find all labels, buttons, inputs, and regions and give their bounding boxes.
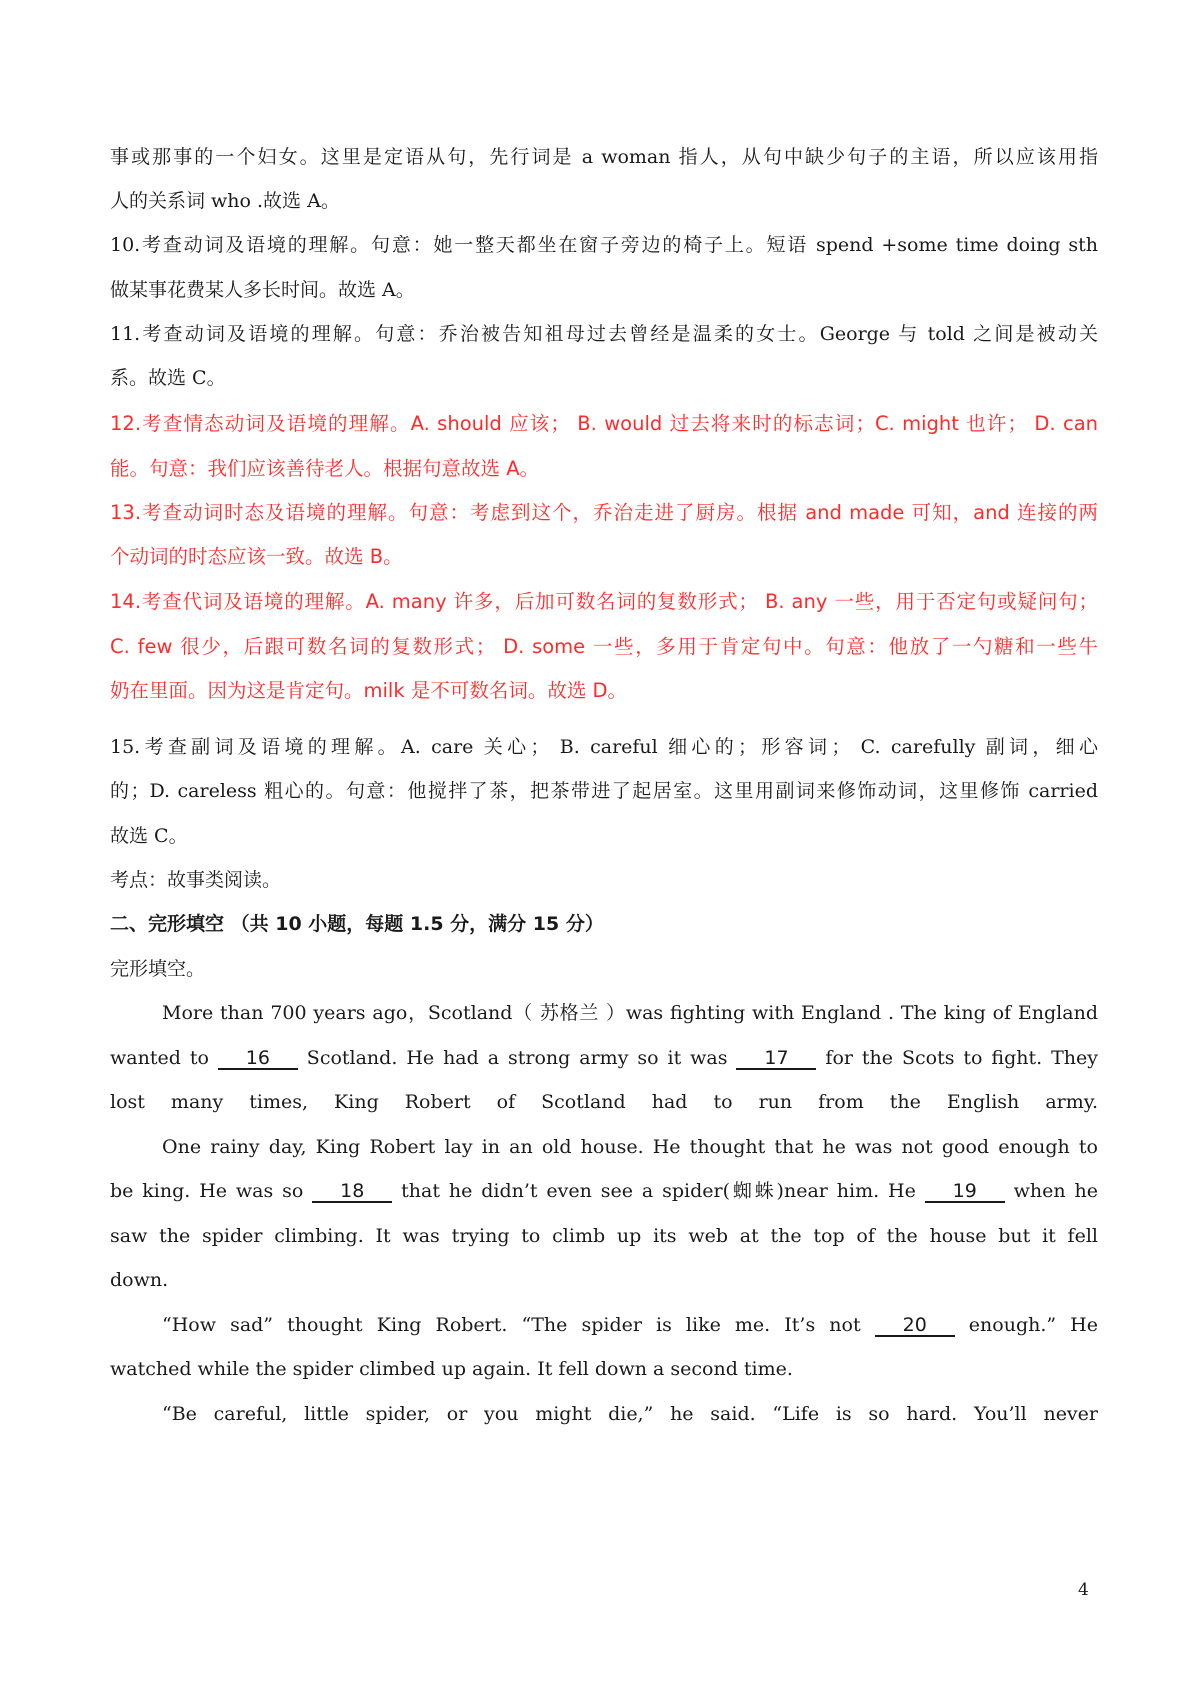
blank-17[interactable]: 17 [736,1048,816,1070]
text-line: 人的关系词 who .故选 A。 [110,190,340,212]
section-heading: 二、完形填空 （共 10 小题，每题 1.5 分，满分 15 分） [110,913,604,935]
blank-20[interactable]: 20 [875,1315,955,1337]
passage-line: “Be careful, little spider, or you might die,” he said. “Life is so hard. You’ll never [162,1403,1098,1425]
passage-line [110,1046,1098,1070]
red-explanation-line: 能。句意：我们应该善待老人。根据句意故选 A。 [110,457,540,480]
text-line: 考点：故事类阅读。 [110,869,282,891]
passage-text: be king. He was so [110,1180,304,1202]
text-line: 的；D. careless 粗心的。句意：他搅拌了茶，把茶带进了起居室。这里用副词来修饰动词，这里修饰 carried [110,780,1098,802]
text-line: 做某事花费某人多长时间。故选 A。 [110,279,415,301]
passage-line: More than 700 years ago，Scotland（ 苏格兰 ）was fighting with England . The king of England [162,1002,1098,1024]
text-line: 系。故选 C。 [110,367,226,389]
section-instruction: 完形填空。 [110,958,206,980]
passage-line: down. [110,1269,169,1291]
passage-line [110,1179,1098,1203]
passage-line: lost many times, King Robert of Scotland had to run from the English army. [110,1091,1098,1113]
red-explanation-line: 12.考查情态动词及语境的理解。A. should 应该； B. would 过去将来时的标志词；C. might 也许； D. can [110,412,1098,435]
passage-text: when he [1013,1180,1098,1202]
page-number: 4 [1078,1580,1089,1600]
passage-text: Scotland. He had a strong army so it was [306,1047,728,1069]
red-explanation-line: 奶在里面。因为这是肯定句。milk 是不可数名词。故选 D。 [110,679,628,702]
red-explanation-line: 个动词的时态应该一致。故选 B。 [110,545,403,568]
passage-text: enough.” He [968,1314,1099,1336]
text-line: 11.考查动词及语境的理解。句意：乔治被告知祖母过去曾经是温柔的女士。George 与 told 之间是被动关 [110,323,1098,345]
passage-text: for the Scots to fight. They [825,1047,1099,1069]
red-explanation-line: C. few 很少，后跟可数名词的复数形式； D. some 一些，多用于肯定句中。句意：他放了一勺糖和一些牛 [110,635,1098,658]
passage-text: wanted to [110,1047,209,1069]
text-line: 15.考查副词及语境的理解。A. care 关心； B. careful 细心的；形容词； C. carefully 副词，细心 [110,736,1098,758]
passage-text: that he didn’t even see a spider(蜘蛛)near him. He [401,1180,925,1202]
passage-text: “How sad” thought King Robert. “The spider is like me. It’s not [162,1314,875,1336]
text-line: 事或那事的一个妇女。这里是定语从句，先行词是 a woman 指人，从句中缺少句子的主语，所以应该用指 [110,146,1098,168]
text-line: 故选 C。 [110,825,188,847]
red-explanation-line: 14.考查代词及语境的理解。A. many 许多，后加可数名词的复数形式； B. any 一些，用于否定句或疑问句； [110,590,1098,613]
red-explanation-line: 13.考查动词时态及语境的理解。句意：考虑到这个，乔治走进了厨房。根据 and made 可知，and 连接的两 [110,501,1098,524]
blank-18[interactable]: 18 [312,1181,392,1203]
passage-line [162,1313,1098,1337]
blank-16[interactable]: 16 [218,1048,298,1070]
passage-line: watched while the spider climbed up again. It fell down a second time. [110,1358,793,1380]
passage-line: One rainy day, King Robert lay in an old house. He thought that he was not good enough to [162,1136,1098,1158]
blank-19[interactable]: 19 [925,1181,1005,1203]
passage-line: saw the spider climbing. It was trying to climb up its web at the top of the house but it fell [110,1225,1098,1247]
text-line: 10.考查动词及语境的理解。句意：她一整天都坐在窗子旁边的椅子上。短语 spend +some time doing sth [110,234,1098,256]
